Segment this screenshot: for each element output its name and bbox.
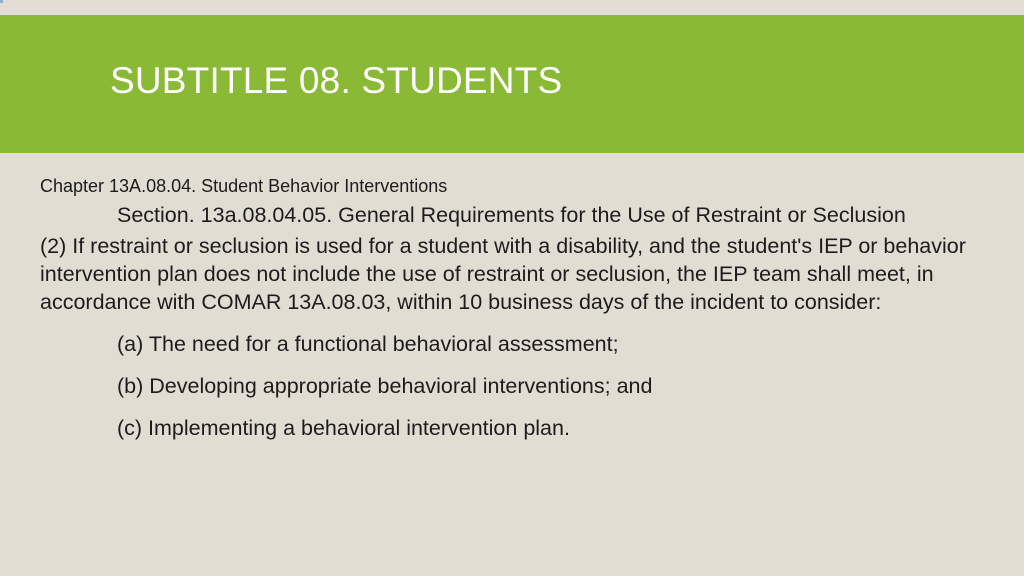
list-item: (c) Implementing a behavioral intervention plan. xyxy=(117,416,570,440)
section-heading: Section. 13a.08.04.05. General Requirements for the Use of Restraint or Seclusion xyxy=(117,203,906,227)
chapter-heading: Chapter 13A.08.04. Student Behavior Interventions xyxy=(40,176,448,196)
list-item: (a) The need for a functional behavioral assessment; xyxy=(117,332,619,356)
body-paragraph: (2) If restraint or seclusion is used for a student with a disability, and the student's IEP or behavior intervention plan does not include the use of restraint or seclusion, the IEP team shall meet, in accordance with COMAR 13A.08.03, within 10 business days of the incident to consider: xyxy=(40,234,966,314)
list-item: (b) Developing appropriate behavioral interventions; and xyxy=(117,374,653,398)
slide-title: SUBTITLE 08. STUDENTS xyxy=(110,60,563,101)
corner-mark xyxy=(0,0,3,3)
slide-body xyxy=(40,174,1008,442)
